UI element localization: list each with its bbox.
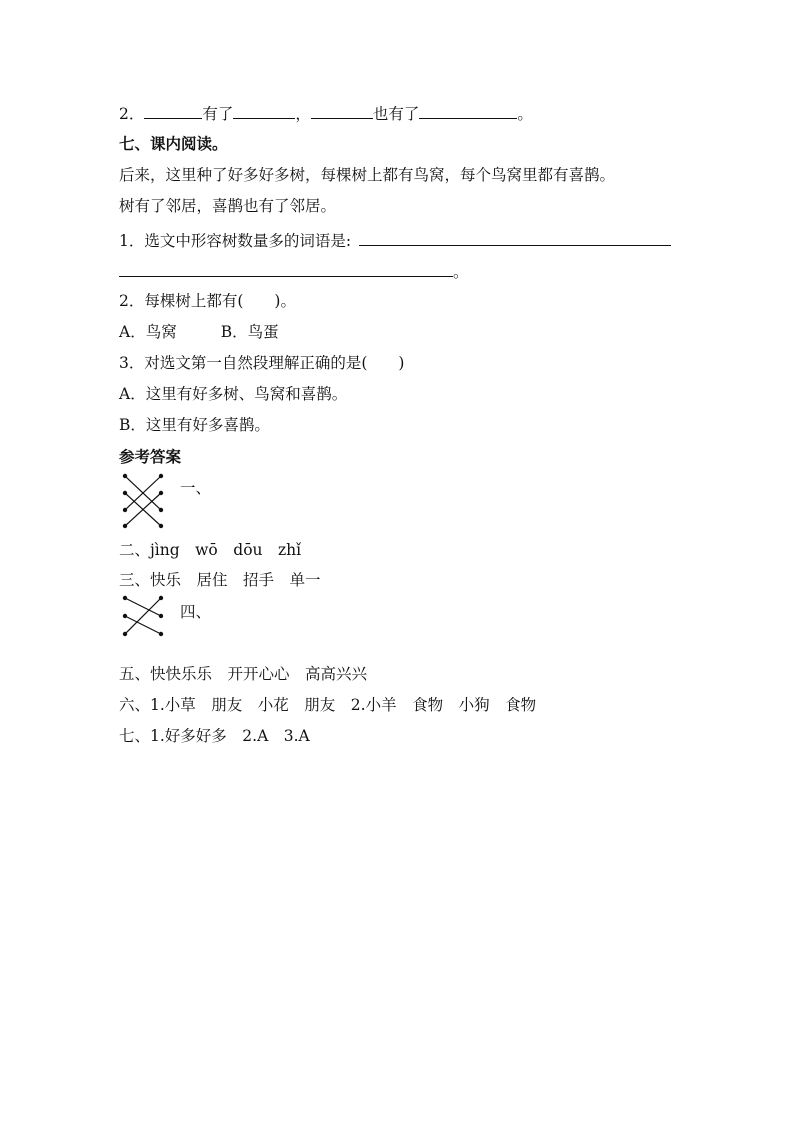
question-text: 。 [453, 263, 469, 281]
question-text: ， [295, 105, 311, 123]
option-b[interactable]: B．鸟蛋 [220, 323, 279, 341]
answer-2: 二、jìng wō dōu zhǐ [119, 541, 302, 559]
question-3-option-a[interactable]: A．这里有好多树、鸟窝和喜鹊。 [119, 385, 348, 403]
answer-blank[interactable] [119, 261, 453, 277]
question-2-options [119, 322, 279, 342]
answer-3: 三、快乐 居住 招手 单一 [119, 571, 321, 589]
answer-1-label: 一、 [180, 479, 212, 497]
question-1 [119, 230, 671, 251]
answer-4-label: 四、 [180, 603, 212, 621]
matching-diagram-2 [119, 592, 169, 640]
question-text: 有了 [202, 105, 234, 123]
question-1-continuation [119, 261, 469, 282]
answer-6: 六、1.小草 朋友 小花 朋友 2.小羊 食物 小狗 食物 [119, 696, 537, 714]
question-2: 2．每棵树上都有( )。 [119, 292, 296, 310]
answers-title: 参考答案 [119, 447, 182, 466]
question-text: 。 [517, 105, 533, 123]
answer-blank[interactable] [311, 103, 373, 119]
fill-question-2 [119, 103, 533, 124]
answer-7: 七、1.好多好多 2.A 3.A [119, 727, 310, 745]
answer-5: 五、快快乐乐 开开心心 高高兴兴 [119, 665, 368, 683]
answer-blank[interactable] [359, 230, 671, 246]
question-3-option-b[interactable]: B．这里有好多喜鹊。 [119, 416, 270, 434]
option-a[interactable]: A．鸟窝 [119, 323, 177, 341]
answer-blank[interactable] [233, 103, 295, 119]
question-3: 3．对选文第一自然段理解正确的是( ) [119, 354, 405, 372]
question-number: 2． [119, 105, 145, 123]
passage-line: 树有了邻居，喜鹊也有了邻居。 [119, 197, 337, 215]
question-text: 1．选文中形容树数量多的词语是: [119, 232, 352, 250]
matching-diagram-1 [119, 470, 169, 532]
question-text: 也有了 [372, 105, 420, 123]
section-heading: 七、课内阅读。 [119, 134, 228, 153]
passage-line: 后来，这里种了好多好多树，每棵树上都有鸟窝，每个鸟窝里都有喜鹊。 [119, 166, 616, 184]
answer-blank[interactable] [144, 103, 202, 119]
answer-blank[interactable] [419, 103, 517, 119]
